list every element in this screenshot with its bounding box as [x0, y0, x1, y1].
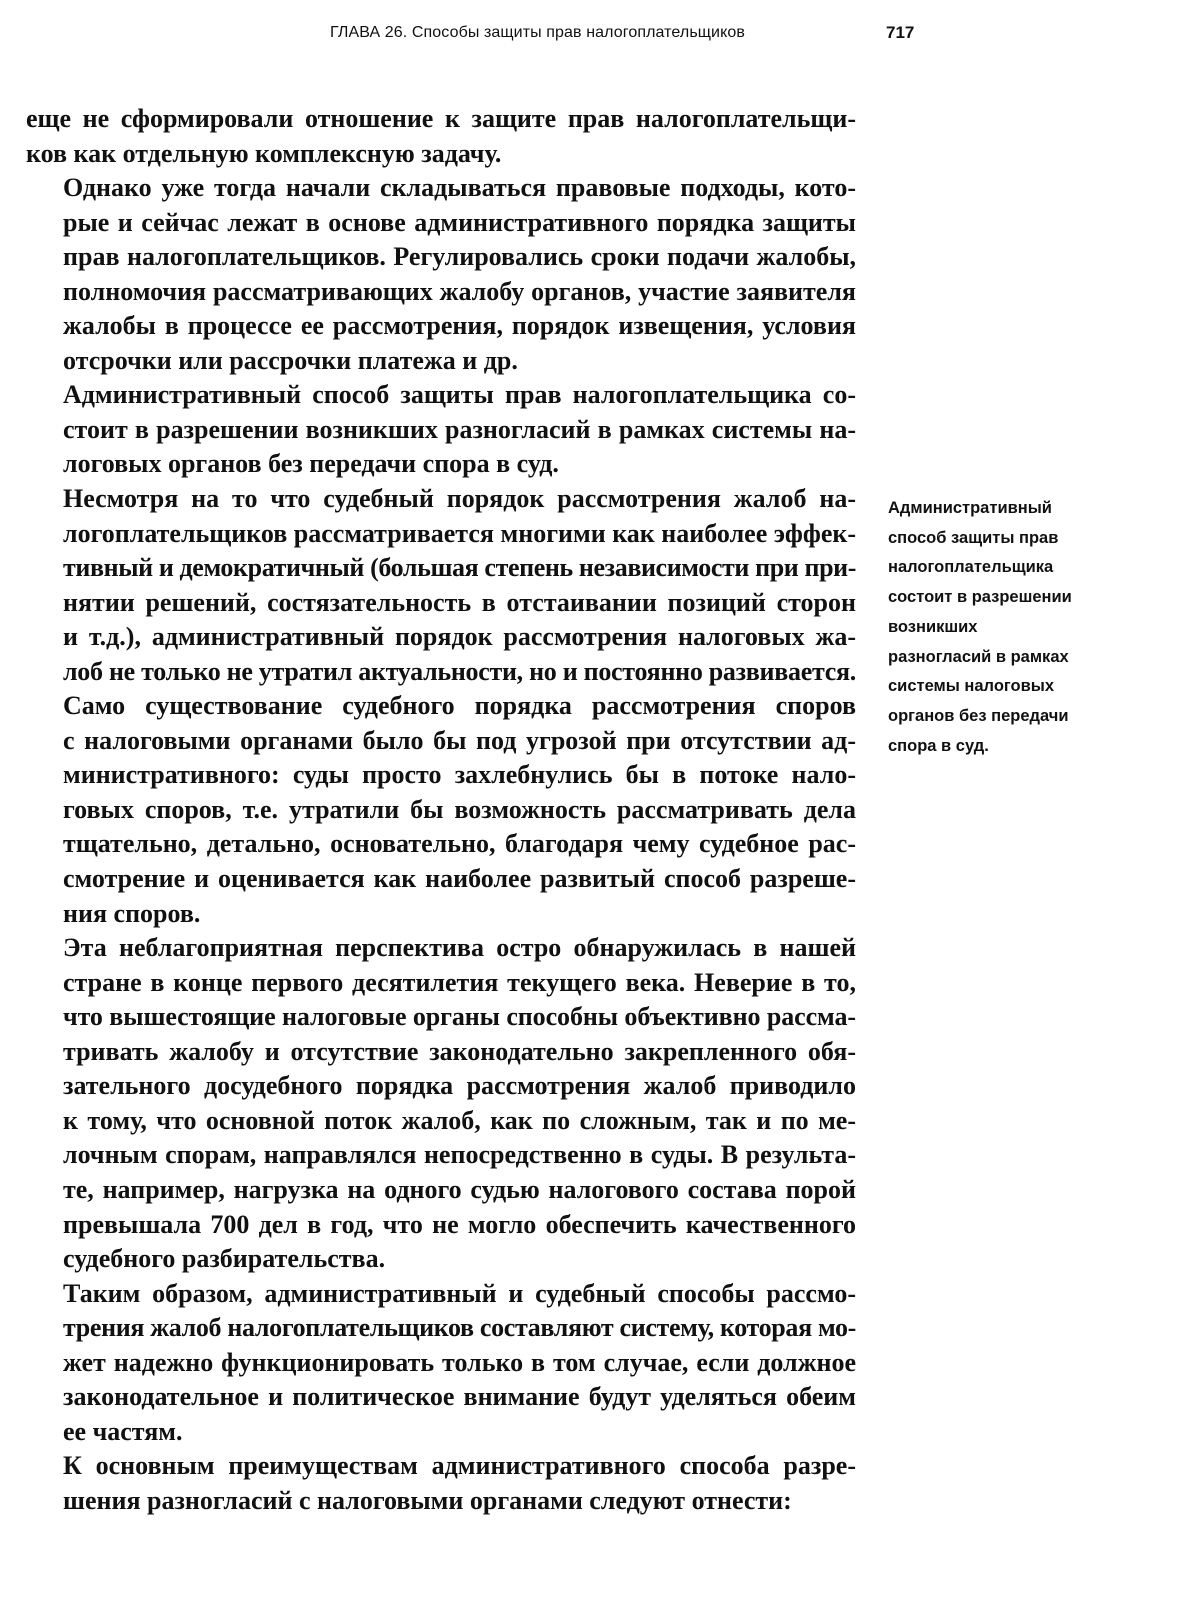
text-line: прав налогоплательщиков. Регулировались сроки подачи жалобы, [63, 242, 856, 272]
margin-note-line: возникших [888, 617, 978, 636]
margin-note-line: Административный [888, 499, 1052, 517]
text-line: нятии решений, состязательность в отстаивании позиций сторон [63, 587, 856, 617]
text-line: тщательно, детально, основательно, благодаря чему судебное рас- [63, 829, 856, 859]
text-line: Административный способ защиты прав налогоплательщика со- [63, 380, 856, 410]
text-line: законодательное и политическое внимание будут уделяться обеим [63, 1382, 856, 1412]
margin-note-line: способ защиты прав [888, 528, 1059, 547]
margin-note-line: органов без передачи [888, 706, 1069, 725]
text-line: лочным спорам, направлялся непосредственно в суды. В результа- [63, 1140, 856, 1170]
text-line: еще не сформировали отношение к защите прав налогоплательщи- [26, 104, 856, 133]
paragraph [26, 931, 856, 1276]
margin-note [888, 494, 1188, 761]
text-line: Несмотря на то что судебный порядок рассмотрения жалоб на- [63, 484, 856, 514]
paragraph [26, 1277, 856, 1450]
margin-note-line: системы налоговых [888, 677, 1055, 696]
chapter-title: ГЛАВА 26. Способы защиты прав налогоплательщиков [330, 24, 745, 41]
text-line: говых споров, т.е. утратили бы возможность рассматривать дела [63, 794, 856, 824]
text-line: стране в конце первого десятилетия текущего века. Неверие в то, [63, 967, 856, 997]
paragraph [26, 482, 856, 689]
text-line: шения разногласий с налоговыми органами следуют отнести: [63, 1485, 792, 1515]
text-line: что вышестоящие налоговые органы способны объективно рассма- [63, 1002, 857, 1032]
text-line: тривать жалобу и отсутствие законодательно закрепленного обя- [63, 1036, 856, 1066]
text-line: те, например, нагрузка на одного судью налогового состава порой [63, 1174, 856, 1204]
running-header [330, 20, 930, 46]
text-line: министративного: суды просто захлебнулись бы в потоке нало- [63, 760, 856, 790]
text-line: смотрение и оценивается как наиболее развитый способ разреше- [63, 864, 856, 894]
text-line: Само существование судебного порядка рассмотрения споров [63, 691, 856, 721]
text-line: трения жалоб налогоплательщиков составляют систему, которая мо- [63, 1313, 856, 1343]
text-line: зательного досудебного порядка рассмотрения жалоб приводило [63, 1071, 856, 1101]
margin-note-line: спора в суд. [888, 736, 989, 755]
paragraph [26, 102, 856, 171]
text-line: логоплательщиков рассматривается многими как наиболее эффек- [63, 518, 856, 548]
text-line: ее частям. [63, 1416, 183, 1446]
paragraph [26, 1449, 856, 1518]
paragraph [26, 378, 856, 482]
text-line: к тому, что основной поток жалоб, как по сложным, так и по ме- [63, 1105, 856, 1135]
margin-note-line: налогоплательщика [888, 558, 1054, 577]
text-line: ков как отдельную комплексную задачу. [26, 138, 502, 168]
text-line: жет надежно функционировать только в том случае, если должное [63, 1347, 856, 1377]
text-line: превышала 700 дел в год, что не могло обеспечить качественного [63, 1209, 856, 1239]
text-line: стоит в разрешении возникших разногласий в рамках системы на- [63, 414, 856, 444]
page-number: 717 [886, 23, 915, 42]
paragraph [26, 171, 856, 378]
text-line: отсрочки или рассрочки платежа и др. [63, 345, 518, 375]
text-line: судебного разбирательства. [63, 1244, 386, 1274]
text-line: рые и сейчас лежат в основе административного порядка защиты [63, 207, 856, 237]
text-line: Однако уже тогда начали складываться правовые подходы, кото- [63, 173, 856, 203]
text-line: К основным преимуществам административного способа разре- [63, 1451, 856, 1481]
text-line: логовых органов без передачи спора в суд. [63, 449, 559, 479]
text-line: ния споров. [63, 898, 201, 928]
margin-note-line: разногласий в рамках [888, 647, 1069, 666]
text-line: лоб не только не утратил актуальности, но и постоянно развивается. [63, 656, 857, 686]
paragraph [26, 689, 856, 931]
text-line: тивный и демократичный (большая степень независимости при при- [63, 553, 857, 583]
text-line: жалобы в процессе ее рассмотрения, порядок извещения, условия [63, 311, 856, 341]
text-line: с налоговыми органами было бы под угрозой при отсутствии ад- [63, 725, 856, 755]
text-line: полномочия рассматривающих жалобу органов, участие заявителя [63, 276, 856, 306]
text-line: и т.д.), административный порядок рассмотрения налоговых жа- [63, 622, 856, 652]
margin-note-line: состоит в разрешении [888, 588, 1072, 607]
main-text-column [26, 102, 856, 1518]
text-line: Эта неблагоприятная перспектива остро обнаружилась в нашей [63, 933, 856, 963]
text-line: Таким образом, административный и судебный способы рассмо- [63, 1278, 856, 1308]
